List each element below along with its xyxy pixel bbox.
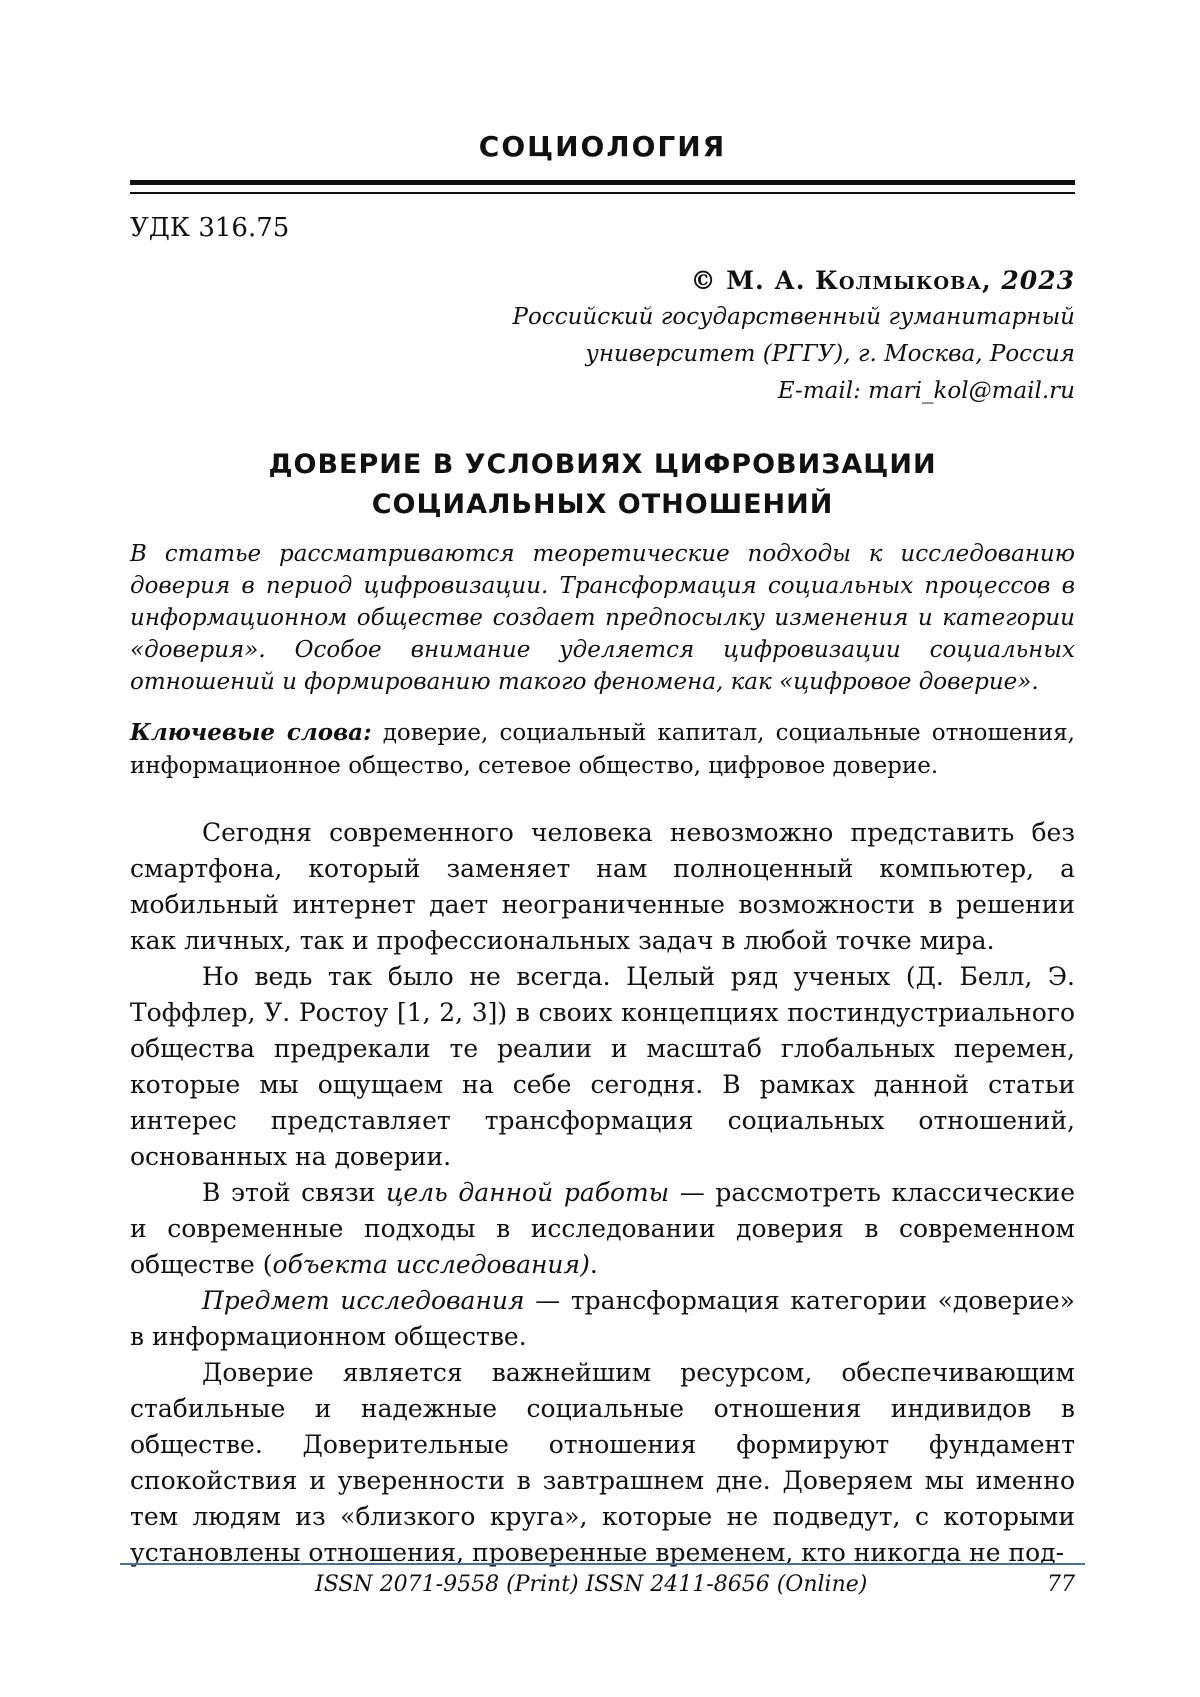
page-number: 77 [1047, 1572, 1075, 1597]
paragraph-3-end: . [590, 1250, 598, 1279]
research-object-emphasis: объекта исследования) [273, 1250, 590, 1279]
footer-rule [120, 1563, 1085, 1565]
research-goal-emphasis: цель данной работы [386, 1178, 669, 1207]
research-subject-emphasis: Предмет исследования [202, 1286, 525, 1315]
paragraph-2: Но ведь так было не всегда. Целый ряд ученых (Д. Белл, Э. Тоффлер, У. Ростоу [1, 2, 3]) в своих концепциях постиндустриального общества предрекали те реалии и масштаб глобальных перемен, которые мы ощущаем на себе сегодня. В рамках данной статьи интерес представляет трансформация социальных отношений, основанных на доверии. [130, 959, 1075, 1175]
paragraph-5: Доверие является важнейшим ресурсом, обеспечивающим стабильные и надежные социальные отношения индивидов в обществе. Доверительные отношения формируют фундамент спокойствия и уверенности в завтрашнем дне. Доверяем мы именно тем людям из «близкого круга», которые не подведут, с которыми установлены отношения, проверенные временем, кто никогда не под- [130, 1355, 1075, 1571]
copyright-prefix: © М. А. [691, 266, 816, 295]
keywords-list: доверие, социальный капитал, социальные отношения, информационное общество, сетевое общество, цифровое доверие. [130, 720, 1075, 779]
section-heading: СОЦИОЛОГИЯ [130, 130, 1075, 163]
author-surname: Колмыкова [815, 266, 982, 295]
paragraph-4 [130, 1283, 1075, 1355]
body-text [130, 815, 1075, 1571]
keywords-label: Ключевые слова: [130, 719, 372, 746]
publication-year: 2023 [1001, 266, 1075, 295]
article-title [130, 445, 1075, 525]
affiliation-line-2: университет (РГГУ), г. Москва, Россия [513, 336, 1075, 373]
paragraph-3-start: В этой связи [202, 1178, 386, 1207]
article-title-line-2: СОЦИАЛЬНЫХ ОТНОШЕНИЙ [130, 485, 1075, 525]
author-email: E-mail: mari_kol@mail.ru [513, 373, 1075, 410]
udk-code: УДК 316.75 [130, 213, 289, 243]
issn-line: ISSN 2071-9558 (Print) ISSN 2411-8656 (Online) [315, 1572, 867, 1597]
paragraph-3-middle: — рассмотреть классические и современные подходы в исследовании доверия в современном обществе ( [130, 1178, 1075, 1279]
paragraph-4-rest: — трансформация категории «доверие» в информационном обществе. [130, 1286, 1075, 1351]
paragraph-3 [130, 1175, 1075, 1283]
paragraph-1: Сегодня современного человека невозможно представить без смартфона, который заменяет нам полноценный компьютер, а мобильный интернет дает неограниченные возможности в решении как личных, так и профессиональных задач в любой точке мира. [130, 815, 1075, 959]
author-separator: , [982, 266, 1001, 295]
header-rule-thin [130, 192, 1075, 194]
author-block [513, 262, 1075, 410]
header-rule-thick [130, 180, 1075, 185]
affiliation-line-1: Российский государственный гуманитарный [513, 299, 1075, 336]
keywords [130, 716, 1075, 783]
article-title-line-1: ДОВЕРИЕ В УСЛОВИЯХ ЦИФРОВИЗАЦИИ [130, 445, 1075, 485]
abstract: В статье рассматриваются теоретические подходы к исследованию доверия в период цифровизации. Трансформация социальных процессов в информационном обществе создает предпосылку изменения и категории «доверия». Особое внимание уделяется цифровизации социальных отношений и формированию такого феномена, как «цифровое доверие». [130, 538, 1075, 698]
author-line [513, 262, 1075, 299]
